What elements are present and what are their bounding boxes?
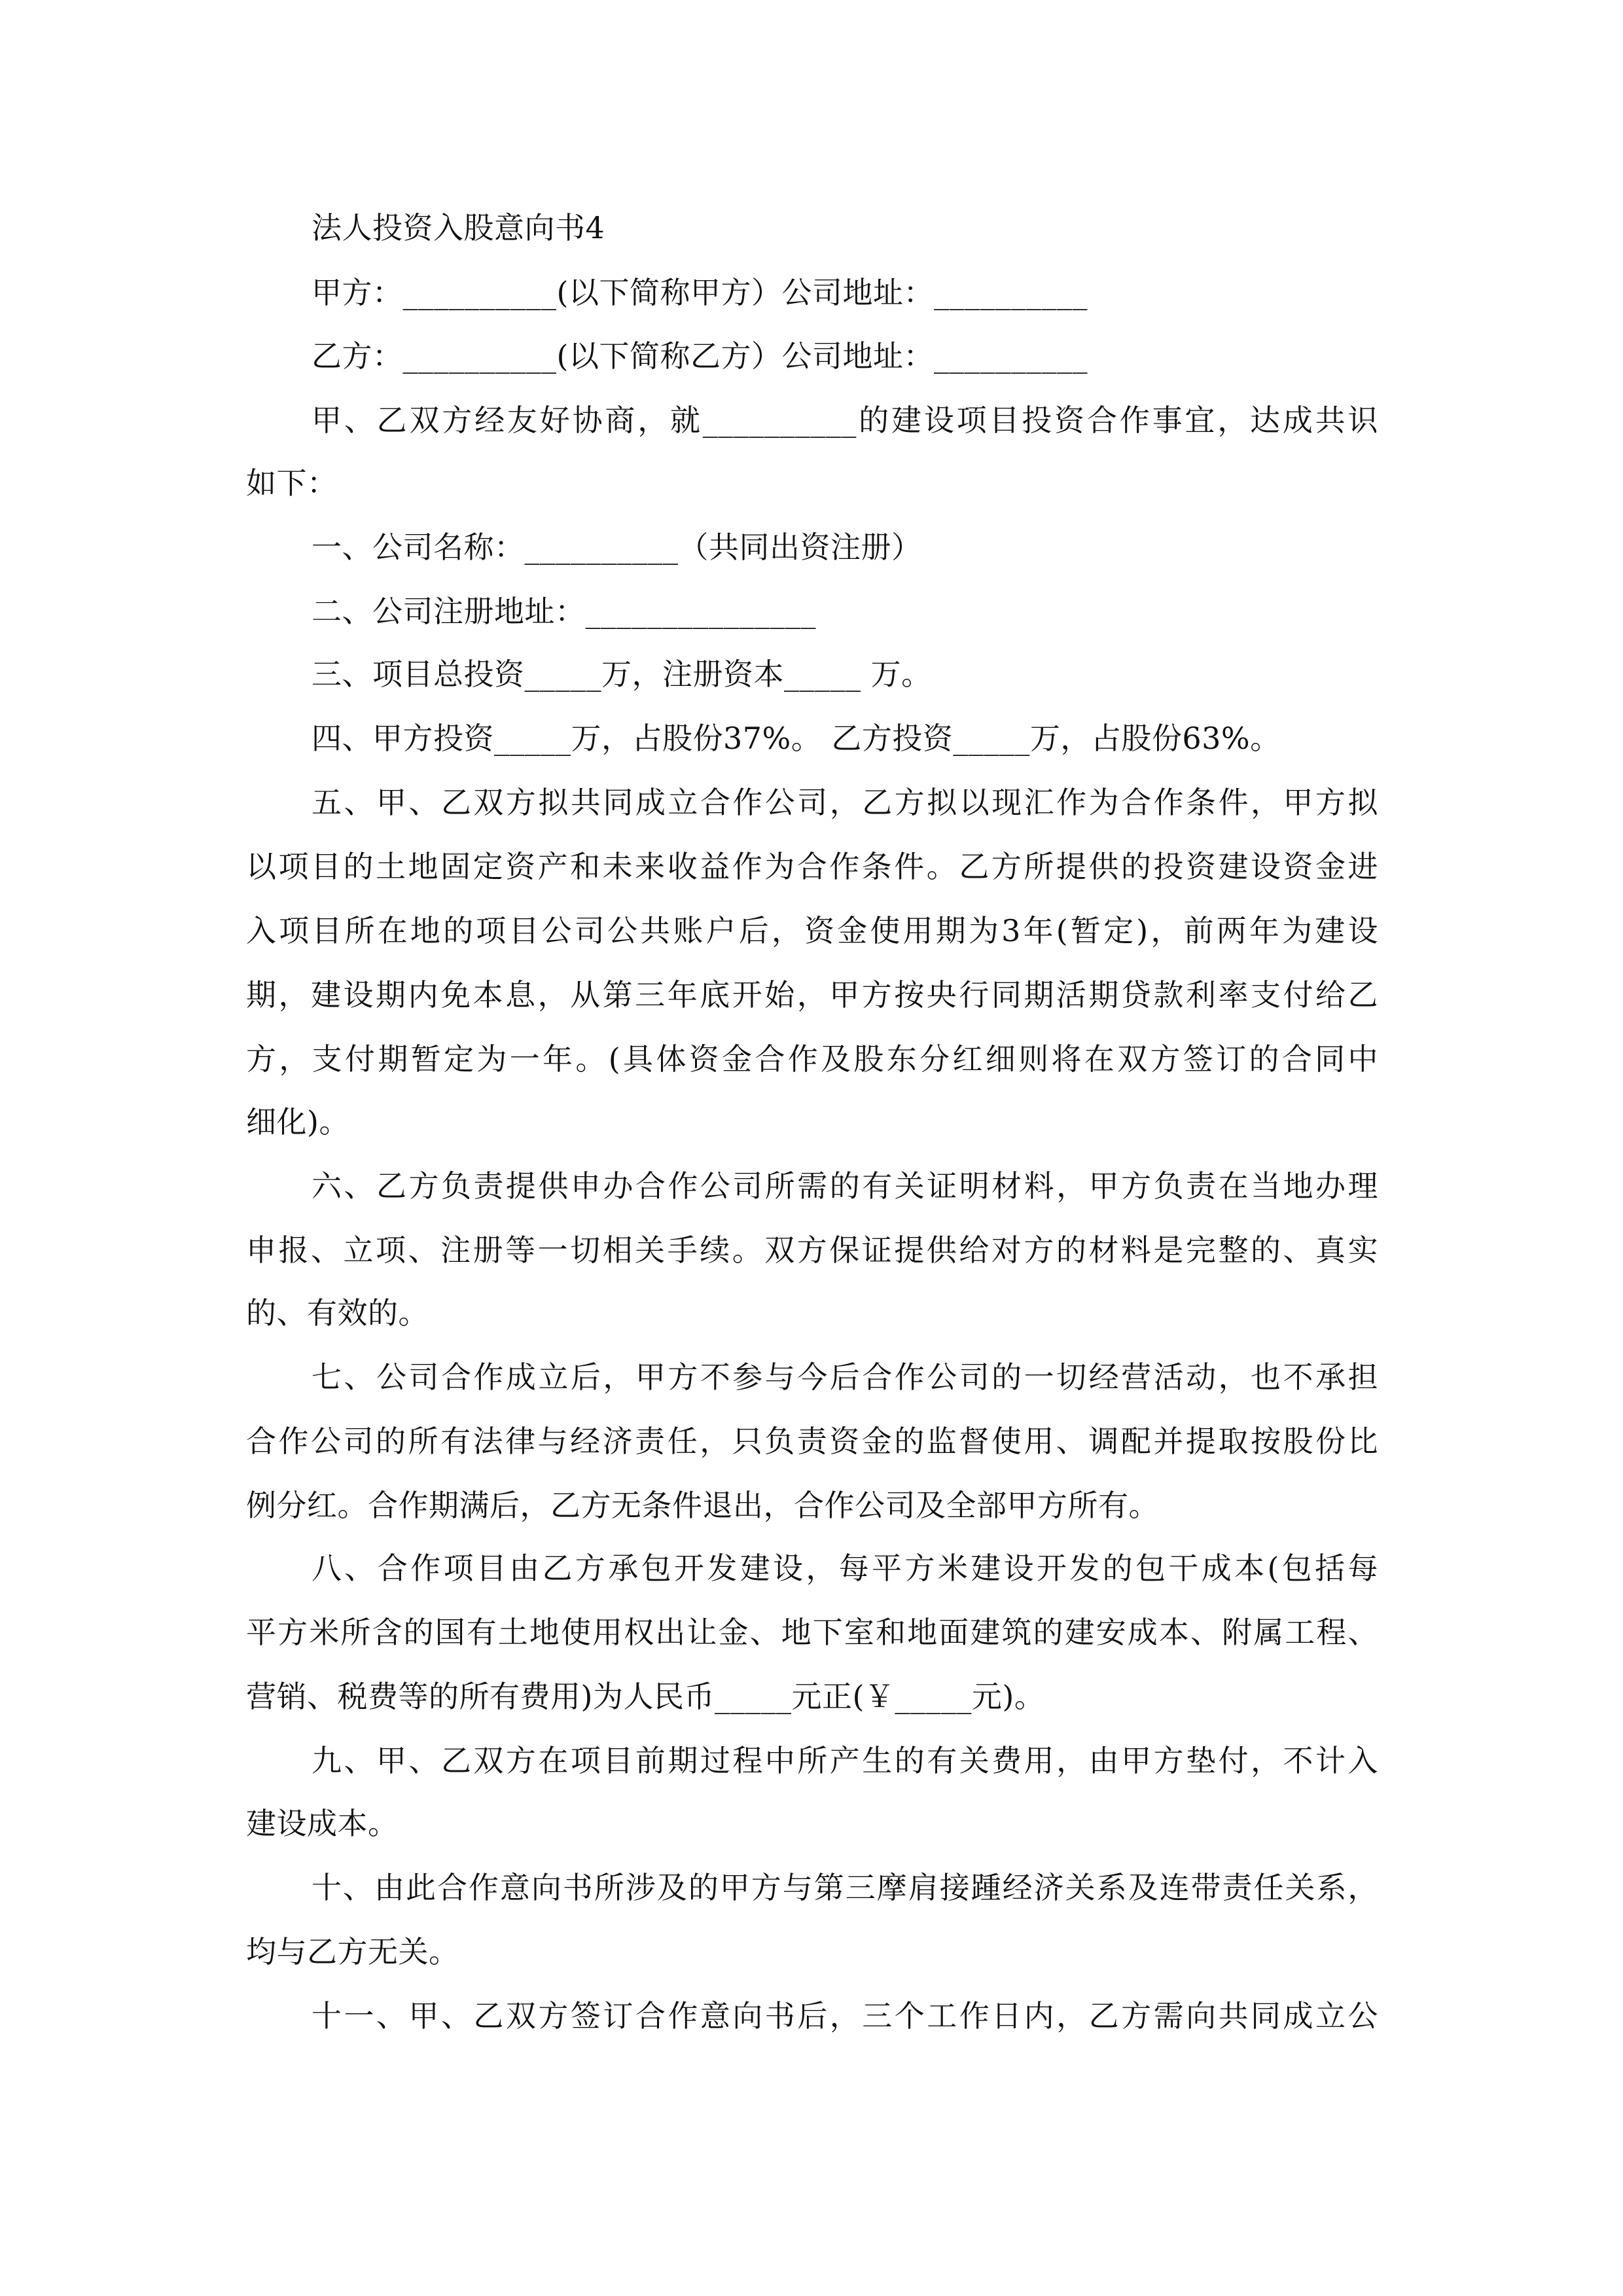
document-title: 法人投资入股意向书4 (312, 210, 605, 245)
clause-5-line-4: 期，建设期内免本息，从第三年底开始，甲方按央行同期活期贷款利率支付给乙 (246, 977, 1378, 1013)
clause-5-line-6: 细化)。 (246, 1104, 349, 1139)
clause-10-line-1: 十、由此合作意向书所涉及的甲方与第三摩肩接踵经济关系及连带责任关系， (312, 1870, 1378, 1905)
clause-6-line-1: 六、乙方负责提供申办合作公司所需的有关证明材料，甲方负责在当地办理 (312, 1168, 1378, 1204)
clause-8-line-2: 平方米所含的国有土地使用权出让金、地下室和地面建筑的建安成本、附属工程、 (246, 1615, 1378, 1650)
clause-11-line-1: 十一、甲、乙双方签订合作意向书后，三个工作日内，乙方需向共同成立公 (312, 1998, 1378, 2034)
intro-line-1: 甲、乙双方经友好协商，就__________的建设项目投资合作事宜，达成共识 (312, 403, 1378, 438)
clause-10-line-2: 均与乙方无关。 (246, 1934, 459, 1969)
clause-6-line-2: 申报、立项、注册等一切相关手续。双方保证提供给对方的材料是完整的、真实 (246, 1232, 1378, 1268)
clause-8-line-3: 营销、税费等的所有费用)为人民币_____元正(￥_____元)。 (246, 1679, 1045, 1714)
party-b-line: 乙方：__________(以下简称乙方）公司地址：__________ (312, 338, 1088, 374)
clause-1: 一、公司名称：__________（共同出资注册） (312, 529, 922, 565)
clause-4: 四、甲方投资_____万，占股份37%。 乙方投资_____万，占股份63%。 (312, 721, 1281, 756)
clause-2: 二、公司注册地址：_______________ (312, 594, 816, 629)
clause-7-line-1: 七、公司合作成立后，甲方不参与今后合作公司的一切经营活动，也不承担 (312, 1359, 1378, 1395)
document-page (246, 0, 1378, 2296)
clause-5-line-5: 方，支付期暂定为一年。(具体资金合作及股东分红细则将在双方签订的合同中 (246, 1041, 1378, 1077)
clause-3: 三、项目总投资_____万，注册资本_____ 万。 (312, 656, 932, 692)
clause-5-line-2: 以项目的土地固定资产和未来收益作为合作条件。乙方所提供的投资建设资金进 (246, 849, 1378, 884)
party-a-line: 甲方：__________(以下简称甲方）公司地址：__________ (312, 275, 1088, 310)
clause-9-line-1: 九、甲、乙双方在项目前期过程中所产生的有关费用，由甲方垫付，不计入 (312, 1743, 1378, 1778)
intro-line-2: 如下： (246, 465, 338, 501)
clause-7-line-3: 例分红。合作期满后，乙方无条件退出，合作公司及全部甲方所有。 (246, 1488, 1159, 1523)
clause-9-line-2: 建设成本。 (246, 1806, 399, 1841)
clause-5-line-1: 五、甲、乙双方拟共同成立合作公司，乙方拟以现汇作为合作条件，甲方拟 (312, 785, 1378, 820)
clause-6-line-3: 的、有效的。 (246, 1295, 429, 1331)
clause-7-line-2: 合作公司的所有法律与经济责任，只负责资金的监督使用、调配并提取按股份比 (246, 1424, 1378, 1459)
clause-8-line-1: 八、合作项目由乙方承包开发建设，每平方米建设开发的包干成本(包括每 (312, 1551, 1378, 1586)
clause-5-line-3: 入项目所在地的项目公司公共账户后，资金使用期为3年(暂定)，前两年为建设 (246, 913, 1378, 948)
